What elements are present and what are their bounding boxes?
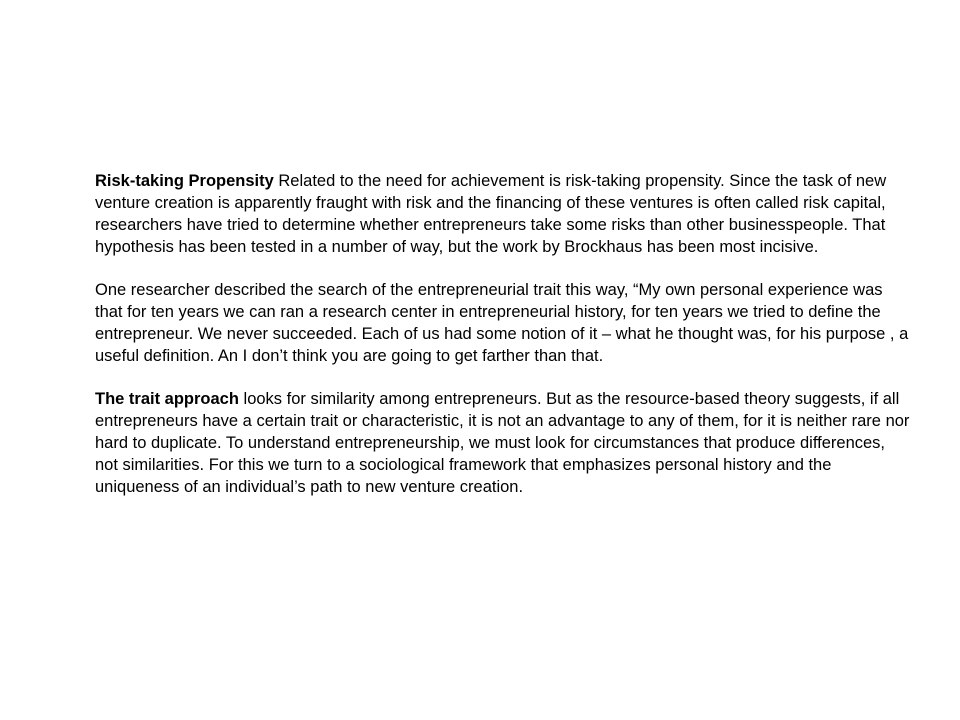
paragraph-text: looks for similarity among entrepreneurs. But as the resource-based theory suggests, if all entrepreneurs have a certain trait or characteristic, it is not an advantage to any of them, for it is neither rare nor hard to duplicate. To understand entrepreneurship, we must look for circumstances that produce differences, not similarities. For this we turn to a sociological framework that emphasizes personal history and the uniqueness of an individual’s path to new venture creation. [95, 390, 910, 496]
heading-risk-taking-propensity: Risk-taking Propensity [95, 172, 274, 190]
paragraph-text: Related to the need for achievement is risk-taking propensity. Since the task of new venture creation is apparently fraught with risk and the financing of these ventures is often called risk capital, researchers have tried to determine whether entrepreneurs take some risks than other businesspeople. That hypothesis has been tested in a number of way, but the work by Brockhaus has been most incisive. [95, 172, 887, 256]
paragraph-quote [95, 279, 910, 367]
heading-trait-approach: The trait approach [95, 390, 239, 408]
paragraph-risk-taking [95, 170, 910, 258]
paragraph-text: One researcher described the search of the entrepreneurial trait this way, “My own personal experience was that for ten years we can ran a research center in entrepreneurial history, for ten years we tried to define the entrepreneur. We never succeeded. Each of us had some notion of it – what he thought was, for his purpose , a useful definition. An I don’t think you are going to get farther than that. [95, 281, 909, 365]
body-text [95, 170, 910, 519]
paragraph-trait-approach [95, 388, 910, 498]
